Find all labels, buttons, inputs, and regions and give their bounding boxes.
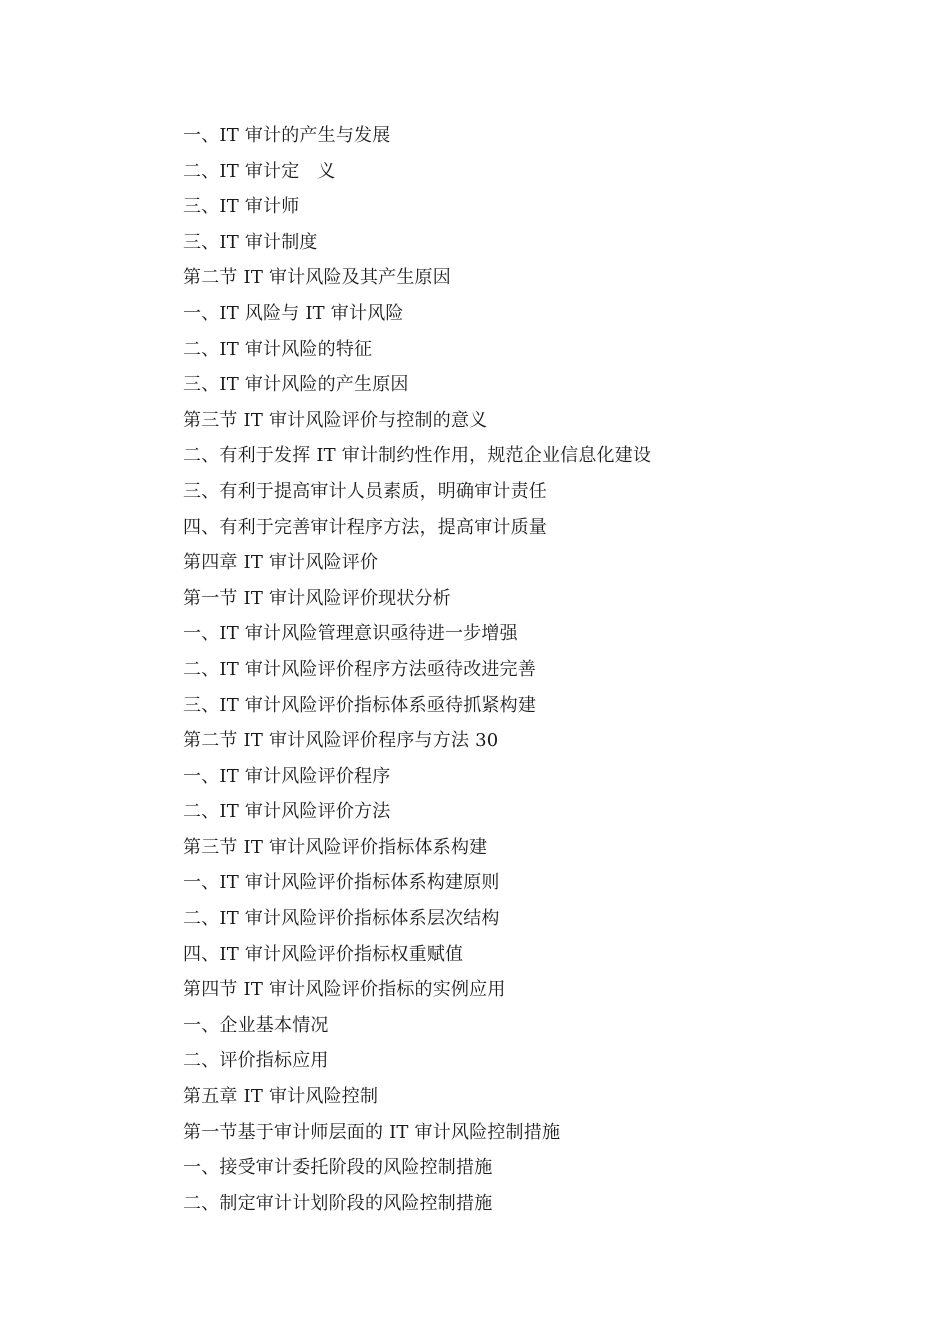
toc-line: 第三节 IT 审计风险评价与控制的意义: [183, 409, 488, 431]
toc-line: 四、IT 审计风险评价指标权重赋值: [183, 943, 464, 965]
table-of-contents: [183, 118, 883, 1221]
toc-line: 一、IT 审计风险管理意识亟待进一步增强: [183, 623, 518, 645]
toc-line: 一、IT 审计的产生与发展: [183, 125, 391, 146]
toc-line: 一、IT 风险与 IT 审计风险: [183, 302, 404, 324]
toc-line: 三、IT 审计制度: [183, 231, 318, 253]
toc-line: 二、IT 审计风险评价方法: [183, 801, 391, 823]
toc-line: 二、有利于发挥 IT 审计制约性作用，规范企业信息化建设: [183, 445, 652, 467]
toc-line: 一、IT 审计风险评价程序: [183, 765, 391, 787]
toc-line: 三、有利于提高审计人员素质，明确审计责任: [183, 480, 547, 502]
toc-line: 第一节基于审计师层面的 IT 审计风险控制措施: [183, 1121, 561, 1143]
toc-line: 一、IT 审计风险评价指标体系构建原则: [183, 872, 500, 894]
toc-line: 第二节 IT 审计风险评价程序与方法 30: [183, 730, 499, 752]
toc-line: 四、有利于完善审计程序方法，提高审计质量: [183, 516, 547, 538]
toc-line: 第四节 IT 审计风险评价指标的实例应用: [183, 979, 506, 1001]
toc-line: 二、制定审计计划阶段的风险控制措施: [183, 1192, 493, 1214]
toc-line: 二、评价指标应用: [183, 1050, 329, 1072]
toc-line: 二、IT 审计风险评价程序方法亟待改进完善: [183, 658, 537, 680]
toc-line: 二、IT 审计定 义: [183, 160, 336, 182]
toc-line: 一、企业基本情况: [183, 1014, 329, 1036]
toc-line: 二、IT 审计风险的特征: [183, 338, 373, 360]
toc-line: 一、接受审计委托阶段的风险控制措施: [183, 1157, 493, 1179]
toc-line: 第五章 IT 审计风险控制: [183, 1086, 379, 1108]
toc-line: 第一节 IT 审计风险评价现状分析: [183, 587, 451, 609]
toc-line: 三、IT 审计师: [183, 196, 300, 218]
toc-line: 二、IT 审计风险评价指标体系层次结构: [183, 908, 500, 930]
toc-line: 第二节 IT 审计风险及其产生原因: [183, 267, 451, 289]
toc-line: 三、IT 审计风险的产生原因: [183, 374, 409, 396]
toc-line: 第四章 IT 审计风险评价: [183, 552, 379, 574]
toc-line: 三、IT 审计风险评价指标体系亟待抓紧构建: [183, 694, 537, 716]
toc-line: 第三节 IT 审计风险评价指标体系构建: [183, 836, 488, 858]
